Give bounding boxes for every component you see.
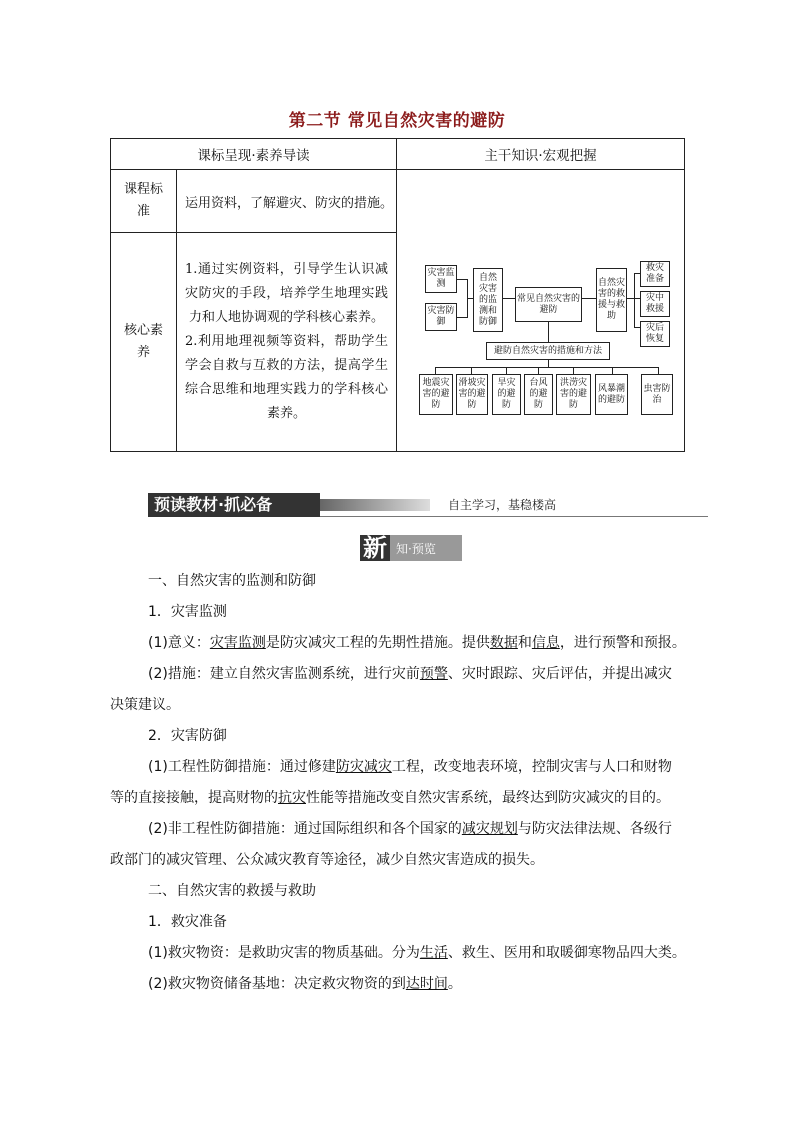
para-3-cont: 等的直接接触，提高财物的抗灾性能等措施改变自然灾害系统，最终达到防灾减灾的目的。 (110, 790, 670, 806)
leaf-pest: 虫害防治 (641, 374, 673, 415)
leaf-flood: 洪涝灾害的避防 (556, 374, 591, 415)
subheading-1-2: 2．灾害防御 (148, 728, 227, 744)
tag-big-char: 新 (360, 535, 390, 561)
para-2: (2)措施：建立自然灾害监测系统，进行灾前预警、灾时跟踪、灾后评估，并提出减灾 (148, 666, 672, 682)
box-disaster-monitoring: 灾害监测 (425, 265, 457, 293)
subheading-1-1: 1．灾害监测 (148, 604, 227, 620)
heading-2: 二、自然灾害的救援与救助 (148, 883, 316, 899)
subheading-2-1: 1．救灾准备 (148, 914, 227, 930)
box-recovery: 灾后恢复 (640, 321, 670, 347)
para-5: (1)救灾物资：是救助灾害的物质基础。分为生活、救生、医用和取暖御寒物品四大类。 (148, 945, 686, 961)
row-label-standard: 课程标 准 (111, 170, 177, 233)
row-label-core: 核心素 养 (111, 233, 177, 452)
box-measures-methods: 避防自然灾害的措施和方法 (486, 342, 610, 360)
box-rescue-aid: 自然灾害的救援与救助 (596, 268, 627, 332)
header-left: 课标呈现·素养导读 (111, 139, 397, 170)
box-monitoring-defense: 自然灾害的监测和防御 (473, 268, 503, 332)
knowledge-diagram (419, 265, 673, 415)
heading-1: 一、自然灾害的监测和防御 (148, 573, 316, 589)
leaf-storm-surge: 风暴潮的避防 (595, 374, 628, 415)
core-competency-text: 1.通过实例资料，引导学生认识减灾防灾的手段，培养学生地理实践力和人地协调观的学科核心素养。 2.利用地理视频等资料，帮助学生学会自救与互救的方法，提高学生综合思维和地理实践力的学科核心素养。 (177, 233, 397, 452)
para-6: (2)救灾物资储备基地：决定救灾物资的到达时间。 (148, 976, 462, 992)
intro-table (110, 138, 685, 452)
leaf-typhoon: 台风的避防 (524, 374, 553, 415)
para-4: (2)非工程性防御措施：通过国际组织和各个国家的减灾规划与防灾法律法规、各级行 (148, 821, 672, 837)
para-2-cont: 决策建议。 (110, 697, 180, 713)
para-1: (1)意义：灾害监测是防灾减灾工程的先期性措施。提供数据和信息，进行预警和预报。 (148, 635, 686, 651)
banner-title: 预读教材·抓必备 (148, 493, 320, 517)
leaf-earthquake: 地震灾害的避防 (419, 374, 453, 415)
para-4-cont: 政部门的减灾管理、公众减灾教育等途径，减少自然灾害造成的损失。 (110, 852, 544, 868)
box-disaster-defense: 灾害防御 (425, 303, 457, 331)
new-knowledge-tag (360, 535, 462, 561)
tag-label: 知·预览 (396, 541, 436, 556)
banner-fade (320, 499, 430, 511)
banner-rule (320, 516, 708, 517)
box-rescue-prep: 救灾准备 (640, 261, 670, 287)
banner-subtitle: 自主学习，基稳楼高 (448, 498, 557, 512)
box-center-topic: 常见自然灾害的避防 (515, 287, 582, 322)
section-title: 第二节 常见自然灾害的避防 (288, 111, 506, 131)
leaf-drought: 旱灾的避防 (492, 374, 521, 415)
header-right: 主干知识·宏观把握 (397, 139, 685, 170)
standard-text: 运用资料，了解避灾、防灾的措施。 (177, 170, 397, 233)
box-rescue-during: 灾中救援 (640, 291, 670, 317)
leaf-landslide: 滑坡灾害的避防 (456, 374, 488, 415)
para-3: (1)工程性防御措施：通过修建防灾减灾工程，改变地表环境，控制灾害与人口和财物 (148, 759, 672, 775)
diagram-cell (397, 170, 685, 452)
section-banner (148, 493, 708, 518)
